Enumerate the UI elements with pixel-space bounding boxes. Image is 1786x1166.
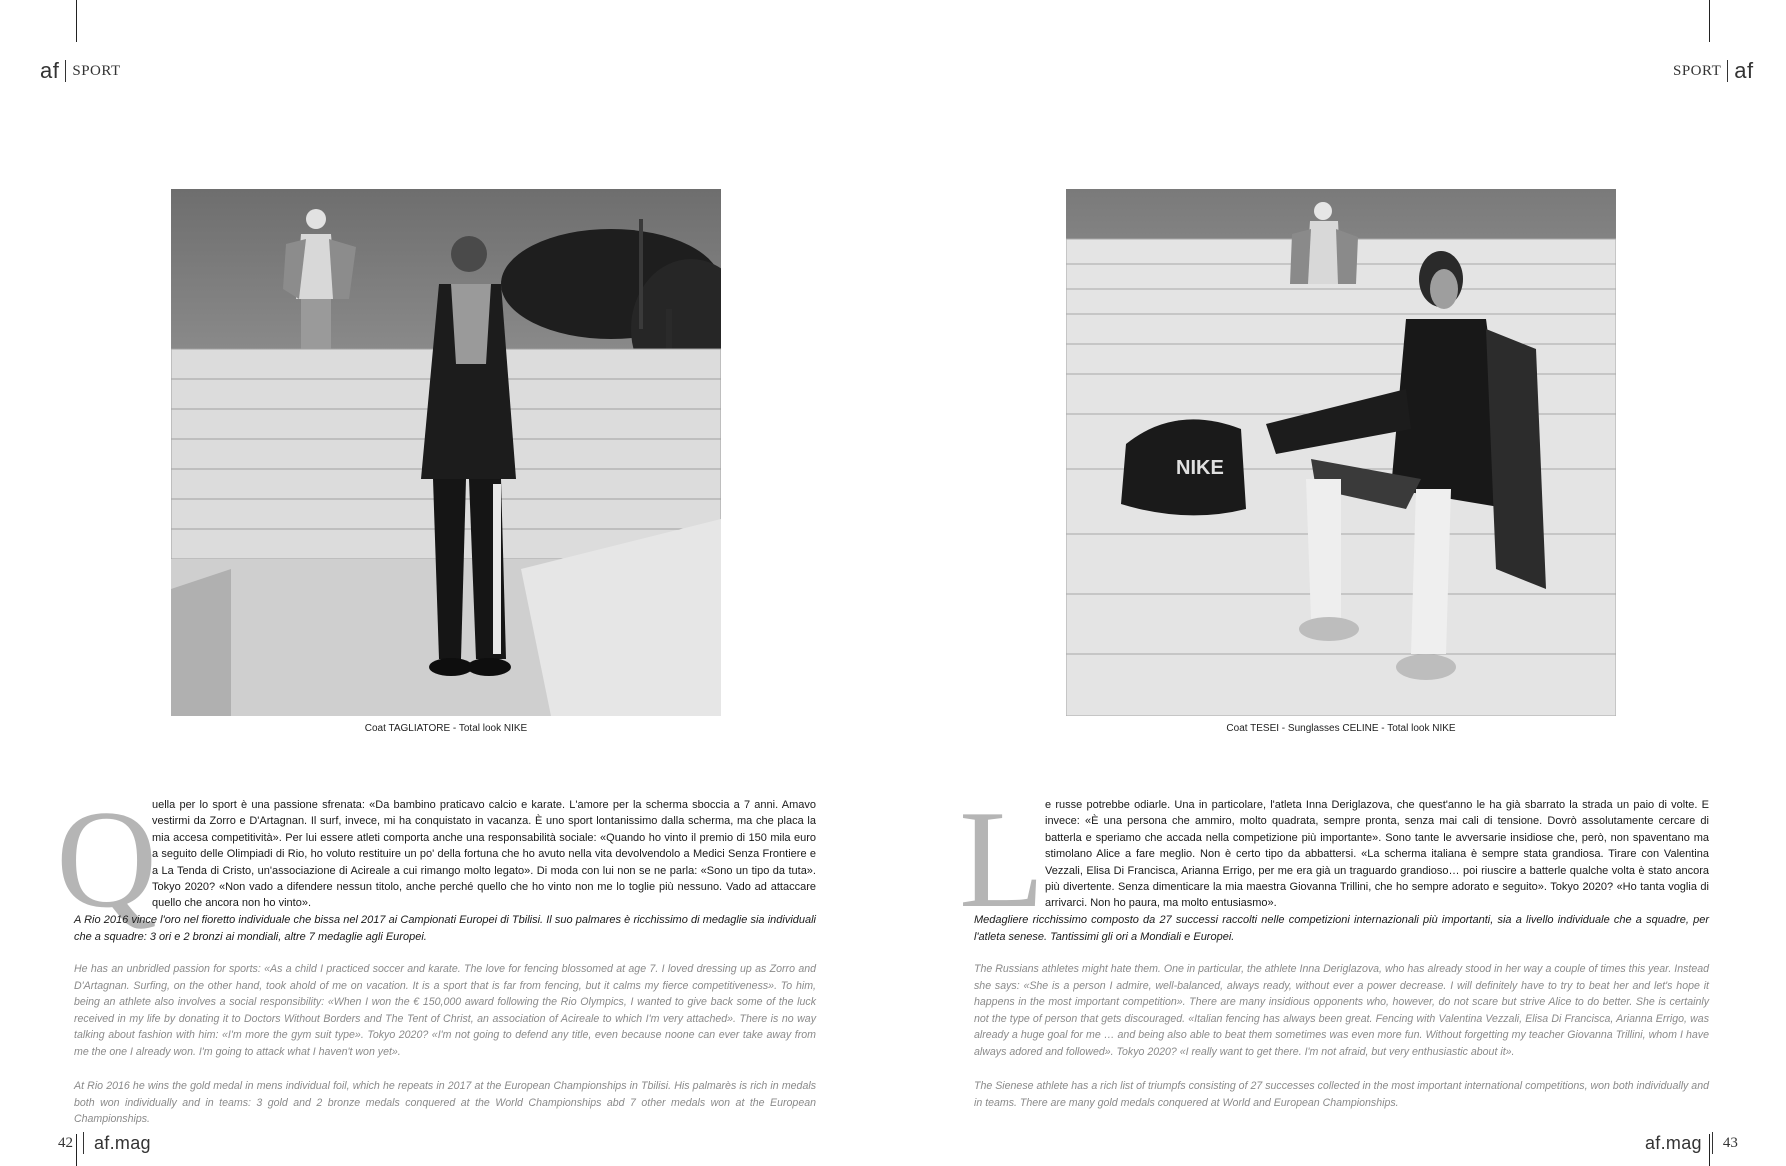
body-text-italian: e russe potrebbe odiarle. Una in particolare, l'atleta Inna Deriglazova, che quest'anno le ha già sbarrato la strada un paio di volte. E invece: «È una persona che ammiro, molto quadrata, sempre pronta, senza mai cali di tensione. Dovrò assolutamente cercare di batterla e speriamo che accada nella competizione più importante». Sono tante le avversarie insidiose che, però, non spaventano ma stimolano Alice a fare meglio. Non è certo tipo da abbattersi. «La scherma italiana è sempre stata grandiosa. Tirare con Valentina Vezzali, Elisa Di Francisca, Arianna Errigo, per me era già un traguardo grandioso… poi riuscire a batterle qualche volta è stato ancora più divertente. Senza dimenticare la mia maestra Giovanna Trillini, che ho sempre adorato e seguito». Tokyo 2020? «Ho tanta voglia di arrivarci. Non ho paura, ma molto entusiasmo». (1045, 799, 1709, 910)
top-rule (1709, 0, 1710, 42)
top-rule (76, 0, 77, 42)
brand-logo: af (40, 58, 60, 83)
photo-illustration (171, 189, 721, 716)
header-divider (65, 60, 66, 82)
section-title: SPORT (72, 62, 121, 79)
summary-english: At Rio 2016 he wins the gold medal in mens individual foil, which he repeats in 2017 at the European Championships in Tbilisi. His palmarès is rich in medals both won individually and in teams: 3 gold and 2 bronze medals conquered at the World Championships abd 7 other medals won at the European Championships. (74, 1080, 816, 1125)
body-text-english: The Russians athletes might hate them. One in particular, the athlete Inna Deriglazova, who has already stood in her way a couple of times this year. Instead she says: «She is a person I admire, well-balanced, always ready, without ever a power decrease. I will definitely have to try to beat her and let's hope it happens in the most important competition». There are many insidious opponents who, however, do not scare but strive Alice to do better. She is certainly not the type of person that gets discouraged. «Italian fencing has always been great. Fencing with Valentina Vezzali, Elisa Di Francisca, Arianna Errigo, was already a huge goal for me … and being also able to beat them sometimes was even more fun. Without forgetting my teacher Giovanna Trillini, whom I have always adored and followed». Tokyo 2020? «I really want to get there. I'm not afraid, but very enthusiastic about it». (974, 963, 1709, 1058)
section-title: SPORT (1673, 62, 1722, 79)
page-number: 42 (58, 1134, 73, 1151)
photo-athlete-woman (1066, 189, 1616, 716)
magazine-name: af.mag (94, 1132, 151, 1153)
page-header (1673, 58, 1754, 84)
summary-italian: Medagliere ricchissimo composto da 27 successi raccolti nelle competizioni internazionali più importanti, sia a livello individuale che a squadre, per l'atleta senese. Tantissimi gli ori a Mondiali e Europei. (974, 914, 1709, 943)
bag-logo: NIKE (1176, 457, 1224, 479)
photo-caption: Coat TAGLIATORE - Total look NIKE (364, 723, 528, 734)
summary-italian: A Rio 2016 vince l'oro nel fioretto individuale che bissa nel 2017 ai Campionati Europei di Tbilisi. Il suo palmares è ricchissimo di medaglie sia individuali che a squadre: 3 ori e 2 bronzi ai mondiali, altre 7 medaglie agli Europei. (74, 914, 816, 943)
folio-divider (1712, 1132, 1713, 1154)
folio (58, 1132, 151, 1154)
page-header (40, 58, 121, 84)
brand-logo: af (1734, 58, 1754, 83)
body-text-english: He has an unbridled passion for sports: «As a child I practiced soccer and karate. The love for fencing blossomed at age 7. I loved dressing up as Zorro and D'Artagnan. Surfing, on the other hand, took ahold of me on vacation. It is a sport that is far from fencing, but it calms my fierce competitiveness». To him, being an athlete also involves a social responsibility: «When I won the € 150,000 award following the Rio Olympics, I wanted to give back some of the luck received in my life by donating it to Doctors Without Borders and The Tent of Christ, an association of Acireale to which I'm very attached». There is no way talking about fashion with him: «I'm more the gym suit type». Tokyo 2020? «I'm not going to defend any title, even because noone can ever take away from me the one I already won. I'm going to attack what I haven't won yet». (74, 963, 816, 1058)
body-text-italian: uella per lo sport è una passione sfrenata: «Da bambino praticavo calcio e karate. L'amore per la scherma sboccia a 7 anni. Amavo vestirmi da Zorro e D'Artagnan. Il surf, invece, mi ha conquistato in vacanza. È uno sport lontanissimo dalla scherma, ma che placa la mia accesa competitività». Per lui essere atleti comporta anche una responsabilità sociale: «Quando ho vinto il premio di 150 mila euro a seguito delle Olimpiadi di Rio, ho voluto restituire un po' della fortuna che ho avuto nella vita devolvendolo a Medici Senza Frontiere e a La Tenda di Cristo, un'associazione di Acireale a cui rimango molto legato». Di moda con lui non se ne parla: «Sono un tipo da tuta». Tokyo 2020? «Non vado a difendere nessun titolo, anche perché quello che ho vinto non me lo toglie più nessuno. Vado ad attaccare quello che ancora non ho vinto». (152, 799, 816, 910)
photo-illustration (1066, 189, 1616, 716)
magazine-name: af.mag (1645, 1132, 1702, 1153)
photo-athlete-man (171, 189, 721, 716)
summary-english: The Sienese athlete has a rich list of triumpfs consisting of 27 successes collected in the most important international competitions, won both individually and in teams. There are many gold medals conquered at World and European Championships. (974, 1080, 1709, 1109)
folio (1645, 1132, 1738, 1154)
dropcap: L (959, 782, 1045, 937)
header-divider (1727, 60, 1728, 82)
page-number: 43 (1722, 1134, 1738, 1151)
dropcap: Q (56, 782, 158, 937)
right-page (893, 0, 1786, 1166)
photo-caption: Coat TESEI - Sunglasses CELINE - Total look NIKE (1226, 723, 1456, 734)
folio-divider (83, 1132, 84, 1154)
